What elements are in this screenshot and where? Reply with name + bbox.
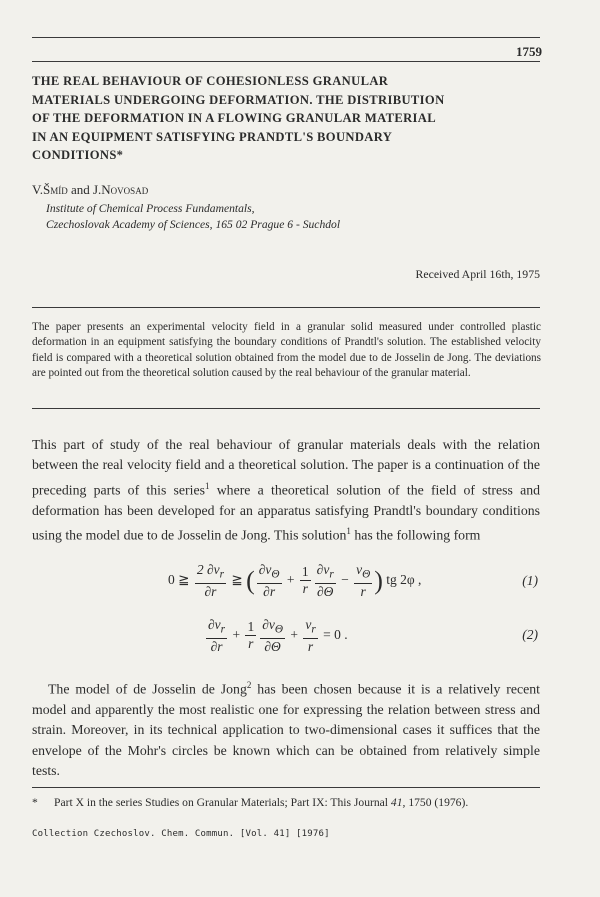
affiliation-line1: Institute of Chemical Process Fundamentals, [46,202,255,215]
paragraph-model [32,675,540,782]
eq-sub: Θ [362,568,371,581]
eq-term: = 0 . [323,626,348,642]
received-date: Received April 16th, 1975 [415,267,540,281]
eq-num: ∂v [258,562,272,577]
title-line: CONDITIONS* [32,148,124,162]
eq-fraction [245,619,256,652]
eq-sub: r [220,623,226,636]
citation-ref: 1 [204,480,210,491]
eq-num: v [305,617,312,632]
footnote-volume: 41, [390,796,406,809]
eq-term: 0 ≧ [168,571,190,587]
eq-fraction [303,617,317,655]
affiliation-line2: Czechoslovak Academy of Sciences, 165 02 Prague 6 - Suchdol [46,218,341,231]
eq-term: + [232,626,241,642]
abstract: The paper presents an experimental velocity field in a granular solid measured under controlled plastic deformation in an equipment satisfying the boundary conditions of Prandtl's solution. The established velocity field is compared with a theoretical solution obtained from the model due to de Josselin de Jong. The deviations are pointed out from the theoretical solution caused by the real behaviour of the granular material. [32,321,541,379]
footnote-marker: * [32,796,38,809]
eq-den: r [360,583,366,599]
footnote-rule [32,787,540,788]
eq-fraction [206,617,227,655]
eq-fraction [260,617,285,655]
footnote-text-end: 1750 (1976). [405,796,469,809]
paragraph-text: The model of de Josselin de Jong [48,681,247,697]
eq-paren-open: ( [246,565,255,595]
eq-sub: r [329,568,334,581]
equation-1 [168,562,421,600]
title-line: THE REAL BEHAVIOUR OF COHESIONLESS GRANULAR [32,74,389,88]
journal-citation: Collection Czechoslov. Chem. Commun. [Vol. 41] [1976] [32,829,330,839]
eq-sub: r [311,623,316,636]
eq-fraction [354,562,372,600]
eq-num: ∂v [316,562,330,577]
eq-num: 1 [301,564,309,580]
eq-sub: r [219,568,224,581]
eq-term: − [341,571,349,587]
equation-2-number: (2) [522,627,538,642]
page-number: 1759 [516,44,542,59]
header-rule [32,37,540,38]
author2-name: Novosad [101,182,149,197]
footnote [32,796,468,809]
abstract-bottom-rule [32,408,540,409]
eq-term: + [286,571,295,587]
paragraph-text: where a theoretical solution of the field of stress and deformation has been developed for an apparatus satisfying Prandtl's boundary conditions using the model due to de Josselin de Jong. This solution [32,482,540,543]
eq-num: v [356,562,363,577]
eq-term: ≧ [231,571,243,587]
author1-name: Šmíd [42,182,68,197]
eq-den: r [307,638,314,654]
affiliation [46,201,340,233]
author-line [32,182,148,198]
eq-den: ∂r [210,638,223,654]
article-title [32,72,552,165]
eq-num: ∂v [208,617,221,632]
eq-fraction [257,562,282,600]
title-line: IN AN EQUIPMENT SATISFYING PRANDTL'S BOUNDARY [32,129,393,144]
title-line: OF THE DEFORMATION IN A FLOWING GRANULAR MATERIAL [32,111,436,125]
eq-fraction [300,564,311,597]
paragraph-text: has been chosen because it is a relatively recent model and apparently the most realistic one for expressing the relation between stress and strain. Moreover, in its technical application to two-dimensional cases it suffices that the envelope of the Mohr's circles be known which can be obtained from relatively simple tests. [32,681,540,779]
eq-sub: Θ [274,623,283,636]
eq-sub: Θ [271,568,280,581]
footnote-text: Part X in the series Studies on Granular Materials; Part IX: This Journal [54,796,391,809]
eq-fraction [195,562,226,600]
equation-2 [204,617,348,655]
equation-1-number: (1) [522,573,538,588]
eq-num: 1 [247,619,255,635]
paragraph-intro [32,435,540,546]
eq-term: + [290,626,298,642]
header-rule-lower [32,61,540,62]
eq-den: r [248,636,254,652]
eq-den: ∂r [263,583,276,599]
author1-initial: V. [32,182,43,197]
abstract-top-rule [32,307,540,308]
title-line: MATERIALS UNDERGOING DEFORMATION. THE DISTRIBUTION [32,92,445,107]
citation-ref: 1 [346,526,351,537]
eq-num: ∂v [262,617,275,632]
author2-initial: J. [92,182,102,197]
author-and: and [70,182,90,197]
eq-num: 2 ∂v [196,562,220,577]
citation-ref: 2 [246,680,252,690]
paragraph-text: has the following form [350,527,481,543]
eq-fraction [315,562,336,600]
eq-paren-close: ) [374,565,383,595]
paragraph-text: This part of study of the real behaviour of granular materials deals with the relation between the real velocity field and a theoretical solution. The paper is a continuation of the preceding parts of this series [32,437,540,498]
eq-den: ∂Θ [316,583,334,599]
eq-term: tg 2φ , [386,571,422,587]
eq-den: r [302,581,308,597]
eq-den: ∂r [204,583,217,599]
eq-den: ∂Θ [264,638,281,654]
